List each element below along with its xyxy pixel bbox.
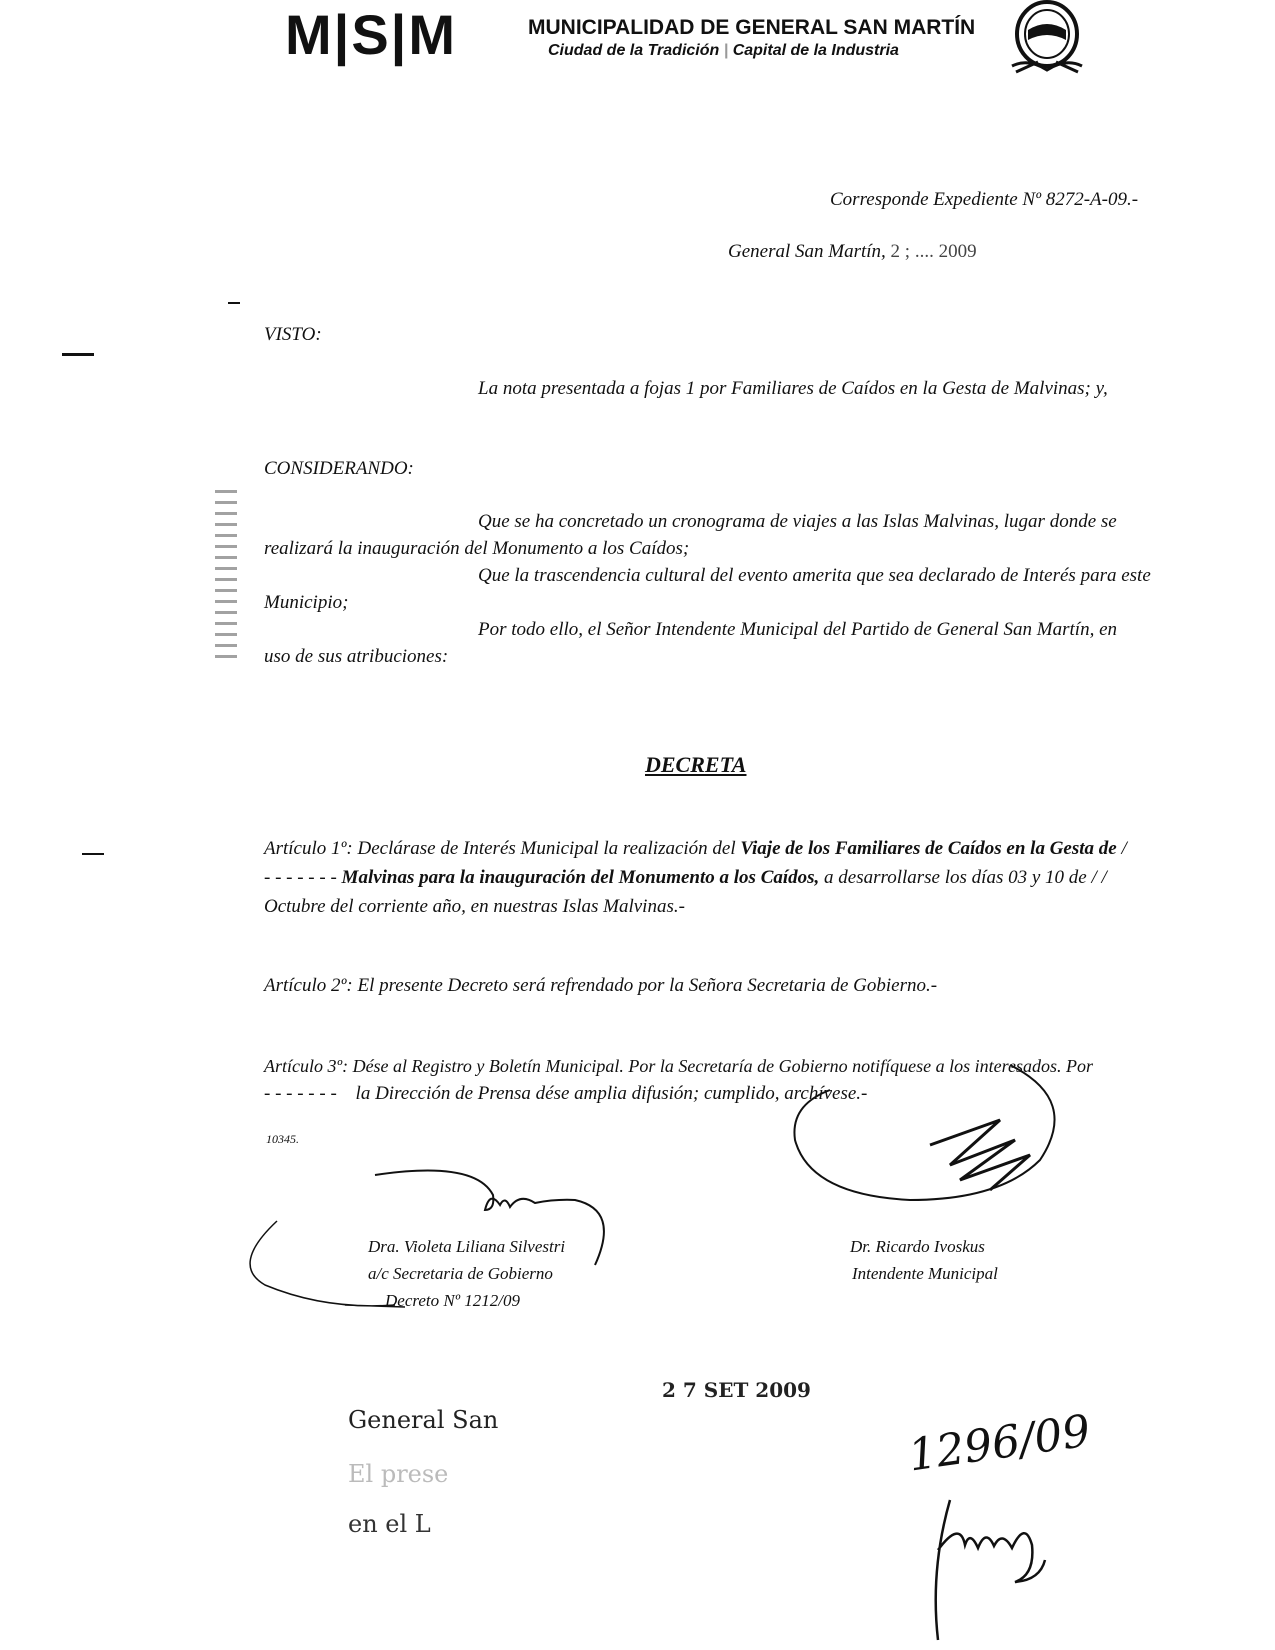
- signer-left-decree: Decreto Nº 1212/09: [385, 1291, 520, 1310]
- visto-text: La nota presentada a fojas 1 por Familiares de Caídos en la Gesta de Malvinas; y,: [478, 378, 1108, 399]
- article-3: Artículo 3º: Dése al Registro y Boletín Municipal. Por la Secretaría de Gobierno notifíquese a los interesados. Por: [264, 1056, 1093, 1076]
- msm-logo: M|S|M: [285, 3, 457, 66]
- considerando-paragraph: Por todo ello, el Señor Intendente Municipal del Partido de General San Martín, en: [478, 619, 1118, 640]
- margin-mark: [82, 853, 104, 855]
- stamp-line: en el L: [348, 1510, 431, 1538]
- considerando-paragraph: Que se ha concretado un cronograma de viajes a las Islas Malvinas, lugar donde se: [478, 511, 1117, 532]
- place-date-value: 2 ; .... 2009: [890, 241, 977, 262]
- stamp-line: General San: [348, 1406, 499, 1434]
- article-1-bold: Malvinas para la inauguración del Monumento a los Caídos,: [341, 867, 820, 888]
- considerando-paragraph: Municipio;: [264, 592, 349, 613]
- article-1-bold: Viaje de los Familiares de Caídos en la Gesta de: [740, 838, 1117, 859]
- article-1-text: /: [1116, 838, 1127, 859]
- article-3: [264, 1080, 867, 1108]
- margin-mark: [62, 353, 94, 356]
- article-1: [264, 835, 1127, 863]
- place-date-line: [728, 238, 977, 266]
- handwritten-initials: [920, 1490, 1080, 1650]
- signature-scribble-right: [790, 1060, 1090, 1210]
- place-date-label: General San Martín,: [728, 241, 886, 262]
- article-2: Artículo 2º: El presente Decreto será refrendado por la Señora Secretaria de Gobierno.-: [264, 975, 938, 996]
- decreta-heading: DECRETA: [645, 752, 747, 777]
- handwritten-number: 1296/09: [905, 1405, 1094, 1482]
- municipality-tagline: [548, 42, 899, 60]
- reference-number: 10345.: [266, 1132, 299, 1146]
- article-1-text: Octubre del corriente año, en nuestras Islas Malvinas.-: [264, 896, 685, 917]
- article-1-text: Artículo 1º: Declárase de Interés Municipal la realización del: [264, 838, 741, 859]
- margin-stamp-mark: [215, 490, 237, 660]
- considerando-paragraph: realizará la inauguración del Monumento a los Caídos;: [264, 538, 690, 559]
- visto-heading: VISTO:: [264, 324, 322, 345]
- signer-left-role: a/c Secretaria de Gobierno: [368, 1264, 553, 1283]
- signer-left-name: Dra. Violeta Liliana Silvestri: [368, 1237, 566, 1256]
- article-1-text: a desarrollarse los días 03 y 10 de / /: [819, 867, 1107, 888]
- stamp-line: El prese: [348, 1460, 449, 1488]
- article-1-dashes: - - - - - - -: [264, 867, 342, 888]
- signer-right-name: Dr. Ricardo Ivoskus: [850, 1237, 985, 1256]
- article-3-dashes: - - - - - - -: [264, 1083, 337, 1104]
- tagline-right: Capital de la Industria: [732, 42, 899, 59]
- municipality-name: MUNICIPALIDAD DE GENERAL SAN MARTÍN: [528, 16, 976, 39]
- municipal-seal-icon: [1008, 0, 1086, 82]
- considerando-heading: CONSIDERANDO:: [264, 458, 414, 479]
- article-1: [264, 864, 1107, 892]
- margin-mark: [228, 302, 240, 304]
- tagline-separator: |: [723, 42, 729, 59]
- expediente-reference: Corresponde Expediente Nº 8272-A-09.-: [830, 189, 1139, 210]
- article-3-text: la Dirección de Prensa dése amplia difusión; cumplido, archívese.-: [355, 1083, 868, 1104]
- stamp-date: 2 7 SET 2009: [662, 1378, 811, 1402]
- tagline-left: Ciudad de la Tradición: [548, 42, 720, 59]
- signer-right-role: Intendente Municipal: [852, 1264, 998, 1283]
- considerando-paragraph: Que la trascendencia cultural del evento amerita que sea declarado de Interés para este: [478, 565, 1151, 586]
- considerando-paragraph: uso de sus atribuciones:: [264, 646, 449, 667]
